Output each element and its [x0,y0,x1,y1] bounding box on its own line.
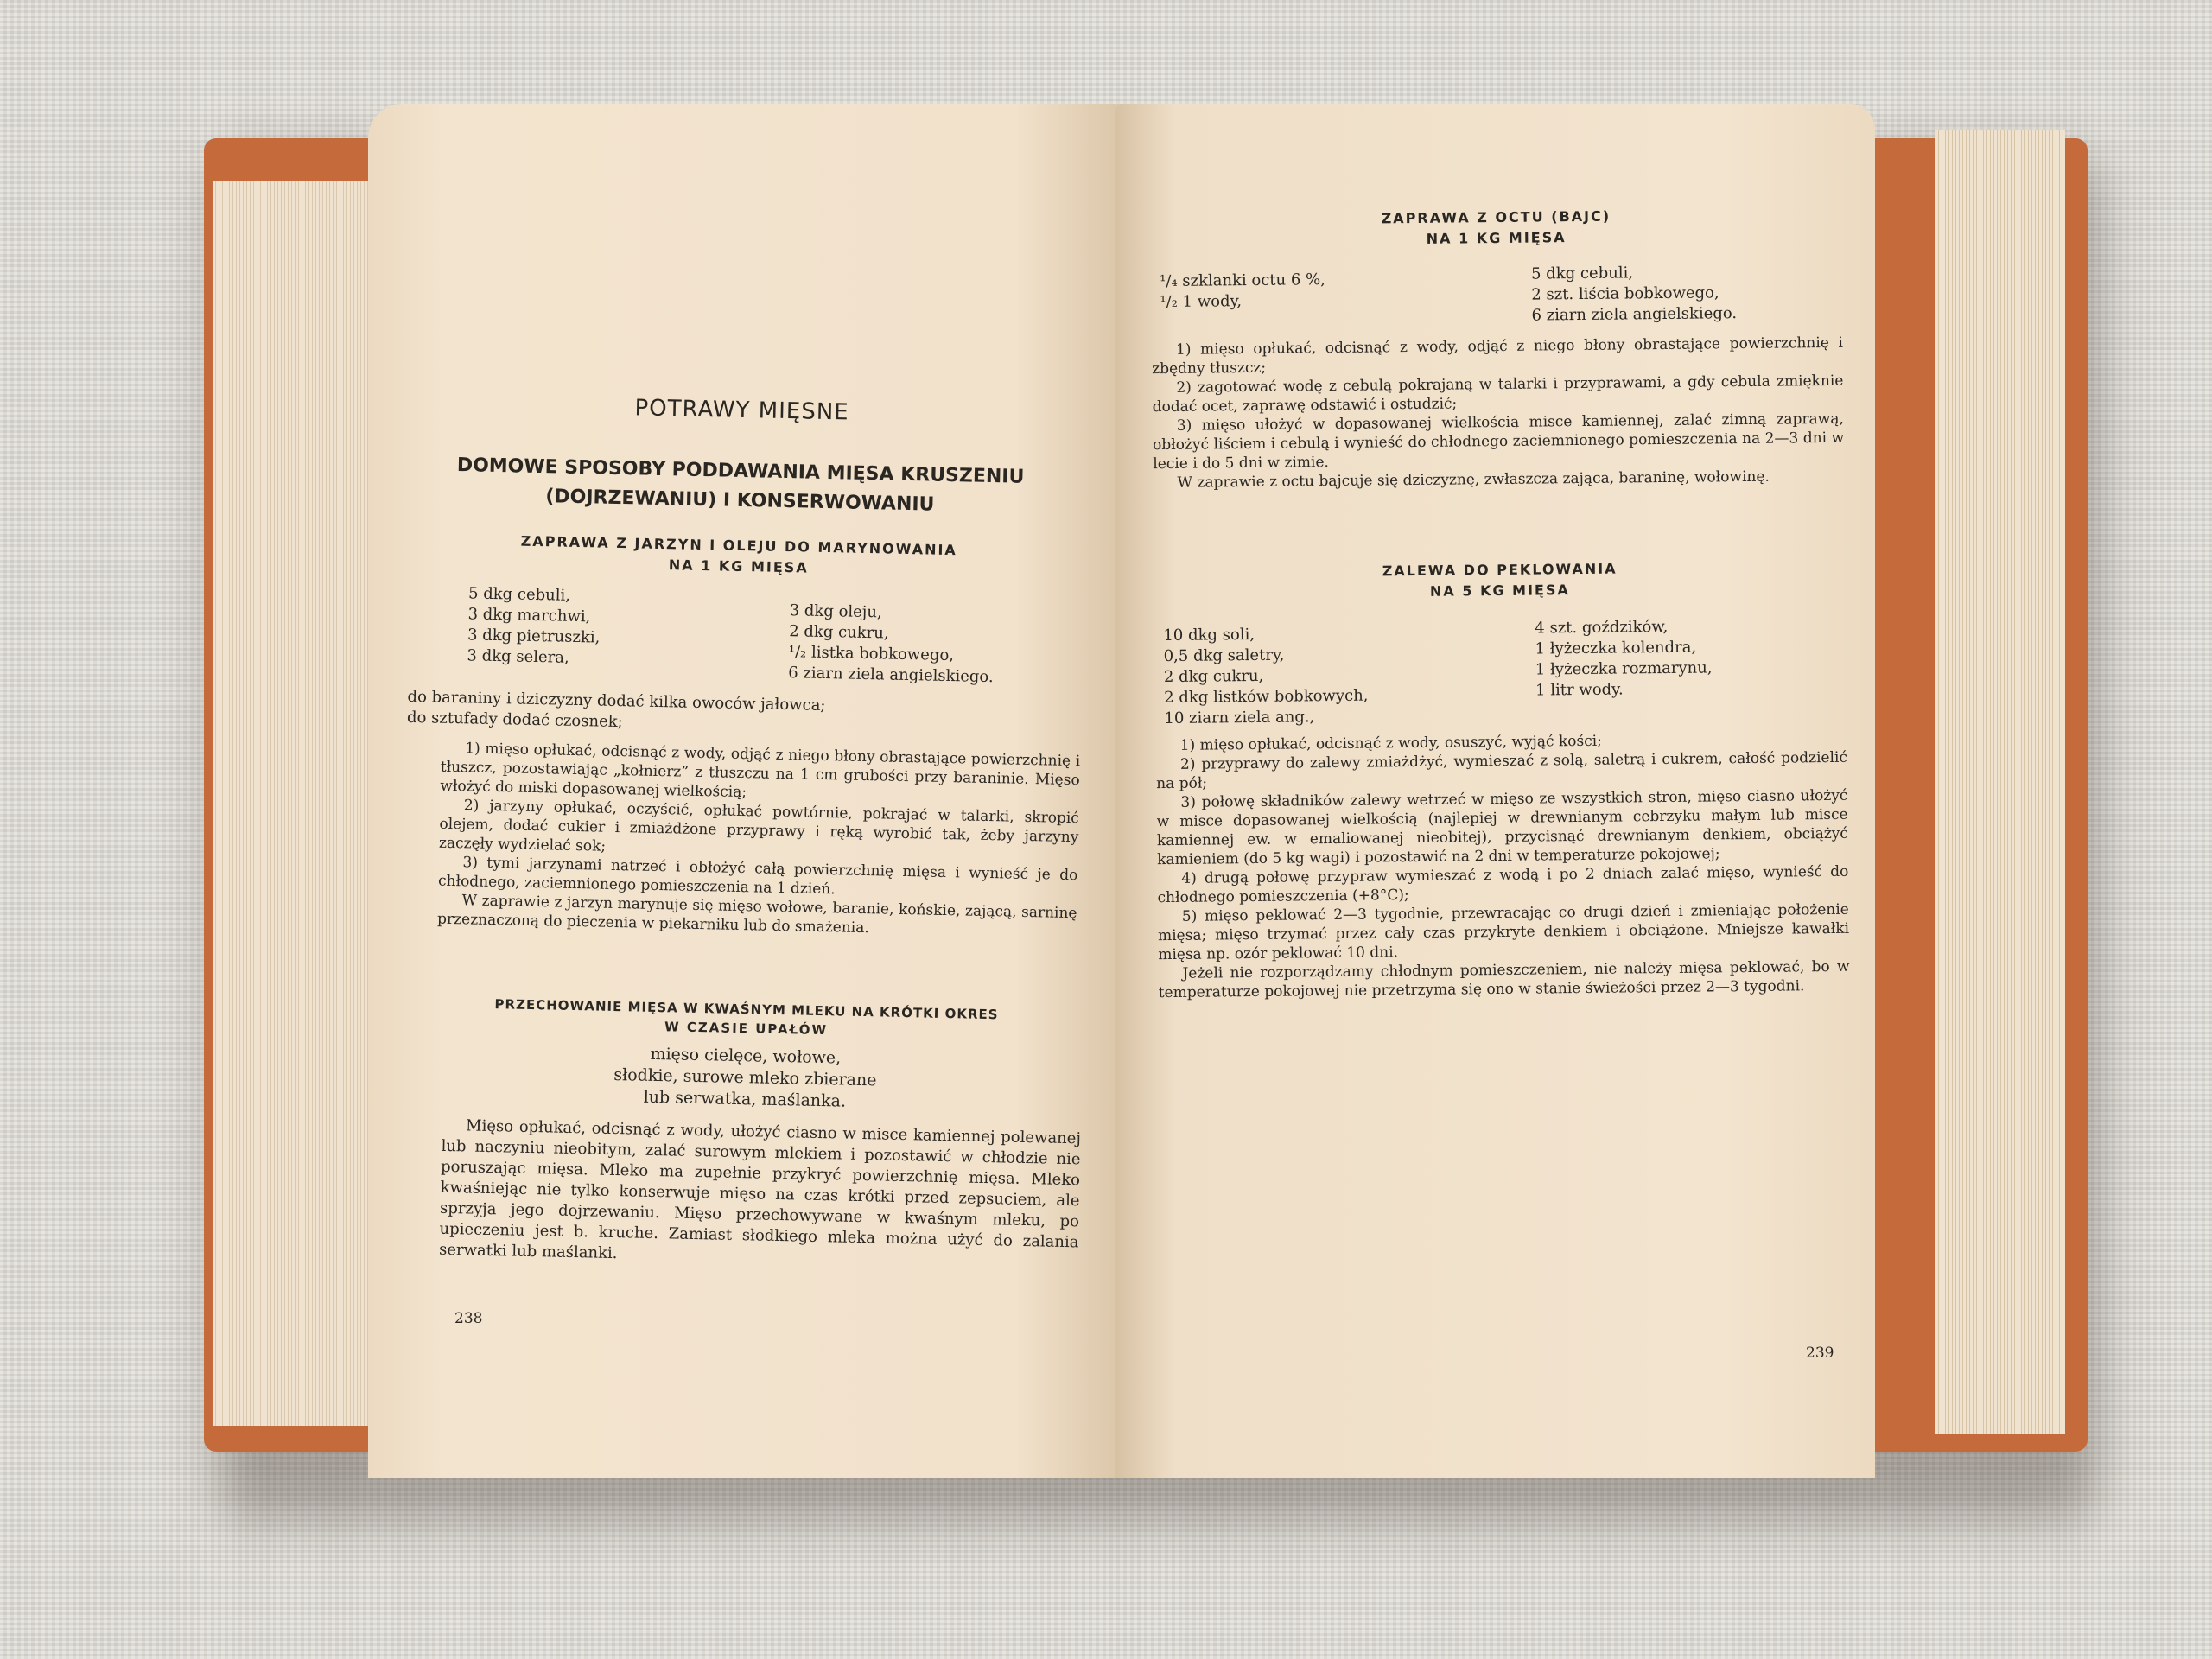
recipe-3-heading-line-2: NA 1 KG MIĘSA [1426,229,1567,247]
step: W zaprawie z octu bajcuje się dziczyznę, zwłaszcza zająca, baraninę, wołowinę. [1177,467,1770,492]
step: 2) jarzyny opłukać, oczyścić, opłukać powtórnie, pokrajać w talarki, skropić olejem, dodać cukier i zmiażdżone przyprawy i ręką wyrobić tak, żeby jarzyny zaczęły wydzielać sok; [438,797,1079,855]
recipe-2-ingredients [399,1039,1091,1118]
ingredient: słodkie, surowe mleko zbierane [613,1065,877,1090]
ingredient: ¹/₄ szklanki octu 6 %, [1160,270,1326,291]
recipe-1-ingredients-left [467,583,601,669]
step: 4) drugą połowę przypraw wymieszać z wodą i po 2 dniach zalać mięso, wynieść do chłodnego pomieszczenia (+8°C); [1157,862,1849,907]
ingredient: 5 dkg cebuli, [467,584,571,605]
subtitle-line-2: (DOJRZEWANIU) I KONSERWOWANIU [545,486,935,516]
right-page [1115,104,1875,1478]
ingredient: 3 dkg selera, [467,646,569,667]
recipe-2-heading-line-2: W CZASIE UPAŁÓW [664,1019,829,1039]
ingredient: 2 dkg cukru, [1163,666,1264,687]
step: 3) mięso ułożyć w dopasowanej wielkością misce kamiennej, zalać zimną zaprawą, obłożyć liściem i cebulą i wynieść do chłodnego zaciemnionego pomieszczenia na 2—3 dni w lecie i do 5 dni w zimie. [1153,410,1845,474]
ingredient: 3 dkg pietruszki, [467,626,601,647]
ingredient: 0,5 dkg saletry, [1163,645,1285,666]
left-page [368,104,1128,1478]
recipe-4-steps [1156,729,1850,1002]
page-number-right: 239 [1806,1344,1834,1362]
page-number-left: 238 [454,1310,483,1327]
recipe-4-ingredients-left [1163,624,1369,729]
step: W zaprawie z jarzyn marynuje się mięso wołowe, baranie, końskie, zającą, sarninę przeznaczoną do pieczenia w piekarniku lub do smażenia. [436,892,1077,938]
ingredient: 2 dkg listków bobkowych, [1164,686,1369,708]
ingredient: mięso cielęce, wołowe, [650,1044,842,1068]
step: 2) przyprawy do zalewy zmiażdżyć, wymieszać z solą, saletrą i cukrem, całość podzielić na pół; [1156,748,1848,793]
step: 5) mięso peklować 2—3 tygodnie, przewracając co drugi dzień i zmieniając położenie mięsa; mięso trzymać przez cały czas przykryte denkiem i obciążone. Mniejsze kawałki mięsa np. ozór peklować 10 dni. [1157,900,1850,964]
step: 1) mięso opłukać, odcisnąć z wody, osuszyć, wyjąć kości; [1179,732,1602,754]
ingredient: 2 dkg cukru, [789,622,889,643]
step: 1) mięso opłukać, odcisnąć z wody, odjąć z niego błony obrastające powierzchnię i zbędny tłuszcz; [1152,334,1844,378]
recipe-4-ingredients-right [1535,616,1713,701]
ingredient: 6 ziarn ziela angielskiego. [1531,304,1738,325]
ingredient: 4 szt. goździków, [1535,617,1669,638]
step: Jeżeli nie rozporządzamy chłodnym pomieszczeniem, nie należy mięsa peklować, bo w temperaturze pokojowej nie przetrzyma się ono w stanie świeżości przez 2—3 tygodni. [1158,957,1850,1002]
recipe-3-heading-line-1: ZAPRAWA Z OCTU (BAJC) [1381,207,1611,227]
recipe-1-steps [437,739,1080,942]
recipe-2-text: Mięso opłukać, odcisnąć z wody, ułożyć ciasno w misce kamiennej polewanej lub naczyniu nieobitym, zalać surowym mlekiem i pozostawić w chłodzie nie poruszając mięsa. Mleko ma zupełnie przykryć powierzchnię mięsa. Mleko kwaśniejąc nie tylko konserwuje mięso na czas krótki przed zepsuciem, ale sprzyja jego dojrzewaniu. Mięso przechowywane w kwaśnym mleku, po upieczeniu jest b. kruche. Zamiast słodkiego mleka można użyć do zalania serwatki lub maślanki. [438,1116,1082,1263]
ingredient: 2 szt. liścia bobkowego, [1531,283,1719,304]
subtitle-line-1: DOMOWE SPOSOBY PODDAWANIA MIĘSA KRUSZENIU [456,454,1025,488]
recipe-1-note-2: do sztufady dodać czosnek; [406,708,623,732]
recipe-4-heading-line-1: ZALEWA DO PEKLOWANIA [1382,560,1618,580]
ingredient: 10 dkg soli, [1163,625,1255,645]
ingredient: 1 łyżeczka kolendra, [1535,638,1697,658]
ingredient: 5 dkg cebuli, [1530,264,1634,283]
ingredient: 6 ziarn ziela angielskiego. [787,664,994,687]
recipe-2-heading-line-1: PRZECHOWANIE MIĘSA W KWAŚNYM MLEKU NA KRÓTKI OKRES [494,996,999,1023]
recipe-1-heading-line-2: NA 1 KG MIĘSA [668,556,809,576]
recipe-1-ingredients-right [788,601,995,688]
ingredient: 1 łyżeczka rozmarynu, [1535,658,1713,679]
ingredient: 3 dkg marchwi, [467,605,591,626]
recipe-1-note-1: do baraniny i dziczyzny dodać kilka owoców jałowca; [407,687,826,715]
ingredient: 10 ziarn ziela ang., [1164,708,1315,728]
ingredient: 1 litr wody. [1535,680,1624,700]
page-stack-right [1936,130,2065,1434]
recipe-3-steps [1152,334,1845,493]
section-title: POTRAWY MIĘSNE [634,395,849,426]
step: 3) tymi jarzynami natrzeć i obłożyć całą powierzchnię mięsa i wynieść je do chłodnego, zaciemnionego pomieszczenia na 1 dzień. [437,854,1078,899]
ingredient: ¹/₂ listka bobkowego, [788,643,955,665]
step: 3) połowę składników zalewy wetrzeć w mięso ze wszystkich stron, mięso ciasno ułożyć w misce dopasowanej wielkością (najlepiej w drewnianym cebrzyku małym lub misce kamiennej ew. w emaliowanej nieobitej), przycisnąć drewnianym denkiem, obciążyć kamieniem (do 5 kg wagi) i pozostawić na 2 dni w temperaturze pokojowej; [1156,786,1848,869]
ingredient: 3 dkg oleju, [789,601,882,622]
step: 1) mięso opłukać, odcisnąć z wody, odjąć z niego błony obrastające powierzchnię i tłuszcz, pozostawiając „kołnierz” z tłuszczu na 1 cm grubości przy baraninie. Mięso włożyć do miski dopasowanej wielkością; [440,740,1081,802]
recipe-4-heading-line-2: NA 5 KG MIĘSA [1429,582,1570,600]
step: 2) zagotować wodę z cebulą pokrajaną w talarki i przyprawami, a gdy cebula zmięknie dodać ocet, zaprawę odstawić i ostudzić; [1152,372,1844,416]
recipe-1-heading-line-1: ZAPRAWA Z JARZYN I OLEJU DO MARYNOWANIA [520,532,957,559]
ingredient: lub serwatka, maślanka. [643,1087,847,1111]
ingredient: ¹/₂ 1 wody, [1160,292,1243,312]
recipe-3-ingredients-right [1531,262,1737,326]
recipe-3-ingredients-left [1160,270,1325,313]
